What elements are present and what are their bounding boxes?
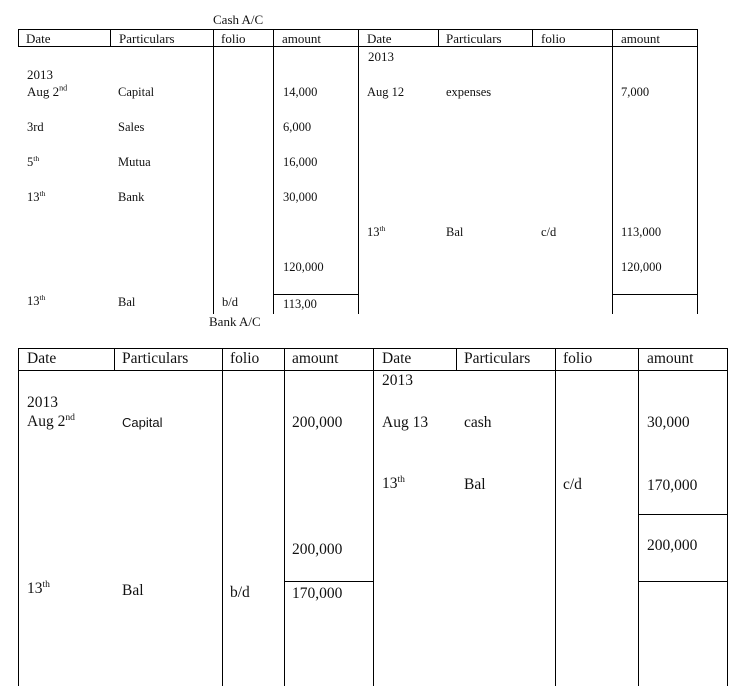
bank-debit-amount: 200,000 — [292, 414, 343, 431]
cash-debit-date: Aug 2nd — [27, 83, 68, 99]
bank-col-line — [18, 348, 19, 686]
cash-col-line — [532, 29, 533, 47]
cash-debit-total: 120,000 — [283, 260, 324, 274]
bank-total-rule — [638, 581, 728, 582]
bank-debit-balance-particulars: Bal — [122, 582, 144, 599]
cash-debit-date: 5th — [27, 153, 40, 169]
cash-debit-particulars: Bank — [118, 190, 145, 204]
cash-debit-particulars: Sales — [118, 120, 145, 134]
bank-debit-total: 200,000 — [292, 541, 343, 558]
bank-header-particulars: Particulars — [122, 350, 189, 367]
cash-header-folio: folio — [541, 31, 566, 46]
bank-credit-amount: 30,000 — [647, 414, 690, 431]
bank-col-line — [284, 348, 285, 686]
cash-debit-date: 3rd — [27, 120, 44, 134]
cash-header-particulars: Particulars — [446, 31, 502, 46]
cash-debit-amount: 14,000 — [283, 85, 318, 99]
bank-credit-particulars: cash — [464, 414, 492, 431]
cash-col-line — [18, 29, 19, 47]
cash-col-line — [110, 29, 111, 47]
bank-col-line — [555, 348, 556, 686]
cash-debit-balance-particulars: Bal — [118, 295, 136, 309]
bank-debit-balance-folio: b/d — [230, 584, 250, 601]
cash-debit-balance-amount: 113,00 — [283, 297, 317, 311]
cash-account-title: Cash A/C — [213, 12, 264, 27]
bank-debit-particulars: Capital — [122, 415, 163, 430]
bank-credit-folio: c/d — [563, 476, 582, 493]
cash-col-line — [273, 29, 274, 314]
cash-total-rule — [273, 294, 359, 295]
bank-col-line — [456, 348, 457, 371]
bank-col-line — [222, 348, 223, 686]
bank-header-folio: folio — [230, 350, 260, 367]
bank-col-line — [373, 348, 374, 686]
bank-header-date: Date — [382, 350, 412, 367]
bank-credit-particulars: Bal — [464, 476, 486, 493]
bank-total-rule — [284, 581, 374, 582]
cash-header-amount: amount — [282, 31, 321, 46]
cash-header-folio: folio — [221, 31, 246, 46]
cash-header-particulars: Particulars — [119, 31, 175, 46]
cash-header-amount: amount — [621, 31, 660, 46]
cash-credit-particulars: Bal — [446, 225, 464, 239]
cash-col-line — [697, 29, 698, 314]
cash-credit-date: Aug 12 — [367, 85, 405, 99]
cash-debit-particulars: Mutua — [118, 155, 151, 169]
cash-credit-folio: c/d — [541, 225, 557, 239]
bank-credit-total: 200,000 — [647, 537, 698, 554]
cash-col-line — [358, 29, 359, 314]
cash-debit-amount: 16,000 — [283, 155, 318, 169]
bank-header-date: Date — [27, 350, 57, 367]
cash-debit-year: 2013 — [27, 67, 53, 82]
bank-debit-balance-date: 13th — [27, 578, 50, 597]
cash-debit-particulars: Capital — [118, 85, 155, 99]
bank-credit-date: 13th — [382, 473, 405, 492]
bank-credit-date: Aug 13 — [382, 414, 429, 431]
bank-credit-amount: 170,000 — [647, 477, 698, 494]
bank-debit-date: Aug 2nd — [27, 411, 75, 430]
bank-col-line — [114, 348, 115, 371]
bank-col-line — [727, 348, 728, 686]
bank-header-folio: folio — [563, 350, 593, 367]
bank-header-amount: amount — [647, 350, 694, 367]
bank-header-particulars: Particulars — [464, 350, 531, 367]
cash-credit-year: 2013 — [368, 49, 394, 64]
cash-header-date: Date — [367, 31, 392, 46]
bank-debit-balance-amount: 170,000 — [292, 585, 343, 602]
cash-total-rule — [612, 294, 698, 295]
cash-col-line — [213, 29, 214, 314]
cash-col-line — [612, 29, 613, 314]
bank-col-line — [638, 348, 639, 686]
cash-credit-particulars: expenses — [446, 85, 492, 99]
cash-debit-amount: 30,000 — [283, 190, 318, 204]
cash-debit-balance-folio: b/d — [222, 295, 238, 309]
bank-credit-year: 2013 — [382, 372, 413, 389]
cash-credit-amount: 113,000 — [621, 225, 662, 239]
cash-credit-total: 120,000 — [621, 260, 662, 274]
cash-credit-date: 13th — [367, 223, 386, 239]
bank-account-title: Bank A/C — [209, 314, 261, 329]
cash-header-date: Date — [26, 31, 51, 46]
cash-debit-date: 13th — [27, 188, 46, 204]
bank-header-amount: amount — [292, 350, 339, 367]
bank-debit-year: 2013 — [27, 394, 58, 411]
cash-col-line — [438, 29, 439, 47]
cash-debit-balance-date: 13th — [27, 292, 46, 308]
bank-total-rule — [638, 514, 728, 515]
cash-debit-amount: 6,000 — [283, 120, 312, 134]
cash-credit-amount: 7,000 — [621, 85, 650, 99]
